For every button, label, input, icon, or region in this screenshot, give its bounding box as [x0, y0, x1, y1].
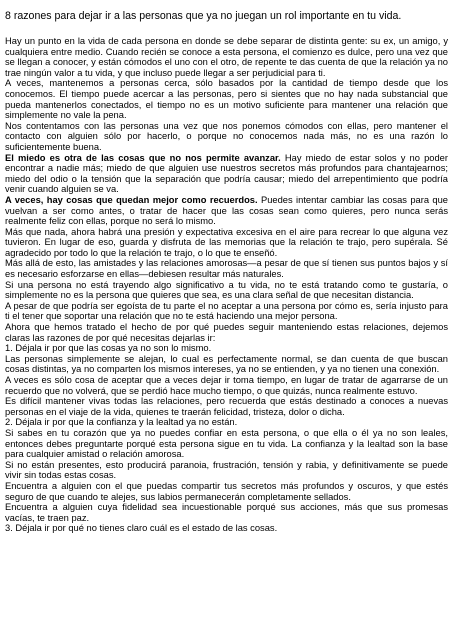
- paragraph: Es difícil mantener vivas todas las relaciones, pero recuerda que estás destinado a conoces a nuevas personas en el viaje de la vida, quienes te traerán felicidad, tristeza, dolor o dicha.: [5, 396, 448, 417]
- document-title: 8 razones para dejar ir a las personas que ya no juegan un rol importante en tu vida.: [5, 10, 402, 22]
- paragraph: Más allá de esto, las amistades y las relaciones amorosas—a pesar de que sí tienen sus puntos bajos y sí es necesario esforzarse en ellas—debiesen resultar más naturales.: [5, 258, 448, 280]
- list-heading: 1. Déjala ir por que las cosas ya no son lo mismo.: [5, 343, 212, 354]
- paragraph: A veces, hay cosas que quedan mejor como recuerdos. Puedes intentar cambiar las cosas para que vuelvan a ser como antes, o tratar de hacer que las cosas sean como quieres, pero nunca serás realmente feliz con ellas, porque no será lo mismo.: [5, 194, 448, 227]
- paragraph: Las personas simplemente se alejan, lo cual es perfectamente normal, se dan cuenta de que buscan cosas distintas, ya no comparten los mismos intereses, ya no se entienden, y ya no tienen una conexión.: [5, 353, 448, 375]
- paragraph: A veces, mantenemos a personas cerca, sólo basados por la cantidad de tiempo desde que los conocemos. El tiempo puede acercar a las personas, pero si sientes que no hay nada substancial que pueda mantenerlos conectados, el tiempo no es un motivo suficiente para mantener una relación que simplemente no vale la pena.: [5, 78, 448, 121]
- paragraph-lead: A veces, hay cosas que quedan mejor como recuerdos.: [5, 194, 258, 205]
- paragraph: A pesar de que podría ser egoísta de tu parte el no aceptar a una persona por cómo es, sería injusto para ti el tener que soportar una relación que no te está haciendo una mejor persona.: [5, 300, 448, 322]
- list-heading: 2. Déjala ir por que la confianza y la lealtad ya no están.: [5, 417, 238, 428]
- paragraph: Si una persona no está trayendo algo significativo a tu vida, no te está tratando como te gustaría, o simplemente no es la persona que quieres que sea, es una clara señal de que necesitan distancia.: [5, 279, 448, 301]
- paragraph-lead: El miedo es otra de las cosas que no nos permite avanzar.: [5, 152, 281, 163]
- paragraph: Nos contentamos con las personas una vez que nos ponemos cómodos con ellas, pero mantener el contacto con alguien sólo por hacerlo, o porque no conocemos nada más, no es una razón lo suficientemente buena.: [5, 120, 448, 152]
- document-body: [5, 36, 448, 534]
- paragraph: Si sabes en tu corazón que ya no puedes confiar en esta persona, o que ella o él ya no son leales, entonces debes preguntarte porqué esta persona sigue en tu vida. La confianza y la lealtad son la base para cualquier amistad o relación amorosa.: [5, 427, 448, 460]
- paragraph: Encuentra a alguien cuya fidelidad sea incuestionable porqué sus acciones, más que sus promesas vacías, te traen paz.: [5, 502, 448, 523]
- paragraph: A veces es sólo cosa de aceptar que a veces dejar ir toma tiempo, en lugar de tratar de agarrarse de un recuerdo que no volverá, que se perdió hace mucho tiempo, o que quizás, nunca realmente estuvo.: [5, 375, 448, 396]
- paragraph: Encuentra a alguien con el que puedas compartir tus secretos más profundos y oscuros, y que estés seguro de que cuando te alejes, sus labios permanecerán completamente sellados.: [5, 480, 448, 502]
- paragraph: Más que nada, ahora habrá una presión y expectativa excesiva en el aire para recrear lo que alguna vez tuvieron. En lugar de eso, guarda y disfruta de las memorias que la relación te trajo, pero supérala. Sé agradecido por todo lo que la relación te trajo, o lo que te enseñó.: [5, 226, 448, 258]
- paragraph: Ahora que hemos tratado el hecho de por qué puedes seguir manteniendo estas relaciones, dejemos claras las razones de por qué necesitas dejarlas ir:: [5, 322, 448, 343]
- paragraph: El miedo es otra de las cosas que no nos permite avanzar. Hay miedo de estar solos y no poder encontrar a nadie más; miedo de que alguien use nuestros secretos más profundos para chantajearnos; miedo del odio o la tensión que la separación que podría causar; miedo del arrepentimiento que podría venir cuando alguien se va.: [5, 152, 448, 195]
- paragraph: Hay un punto en la vida de cada persona en donde se debe separar de distinta gente: su ex, un amigo, y cualquiera entre medio. Cuando recién se conoce a esta persona, el comienzo es dulce, pero una vez que se llegan a conocer, y están cómodos el uno con el otro, de repente te das cuenta de que la relación ya no trae ningún valor a tu vida, y que incluso puede llegar a ser perjudicial para ti.: [5, 36, 448, 78]
- paragraph: Si no están presentes, esto producirá paranoia, frustración, tensión y rabia, y definitivamente se puede vivir sin todas estas cosas.: [5, 459, 448, 481]
- list-heading: 3. Déjala ir por qué no tienes claro cuál es el estado de las cosas.: [5, 523, 278, 534]
